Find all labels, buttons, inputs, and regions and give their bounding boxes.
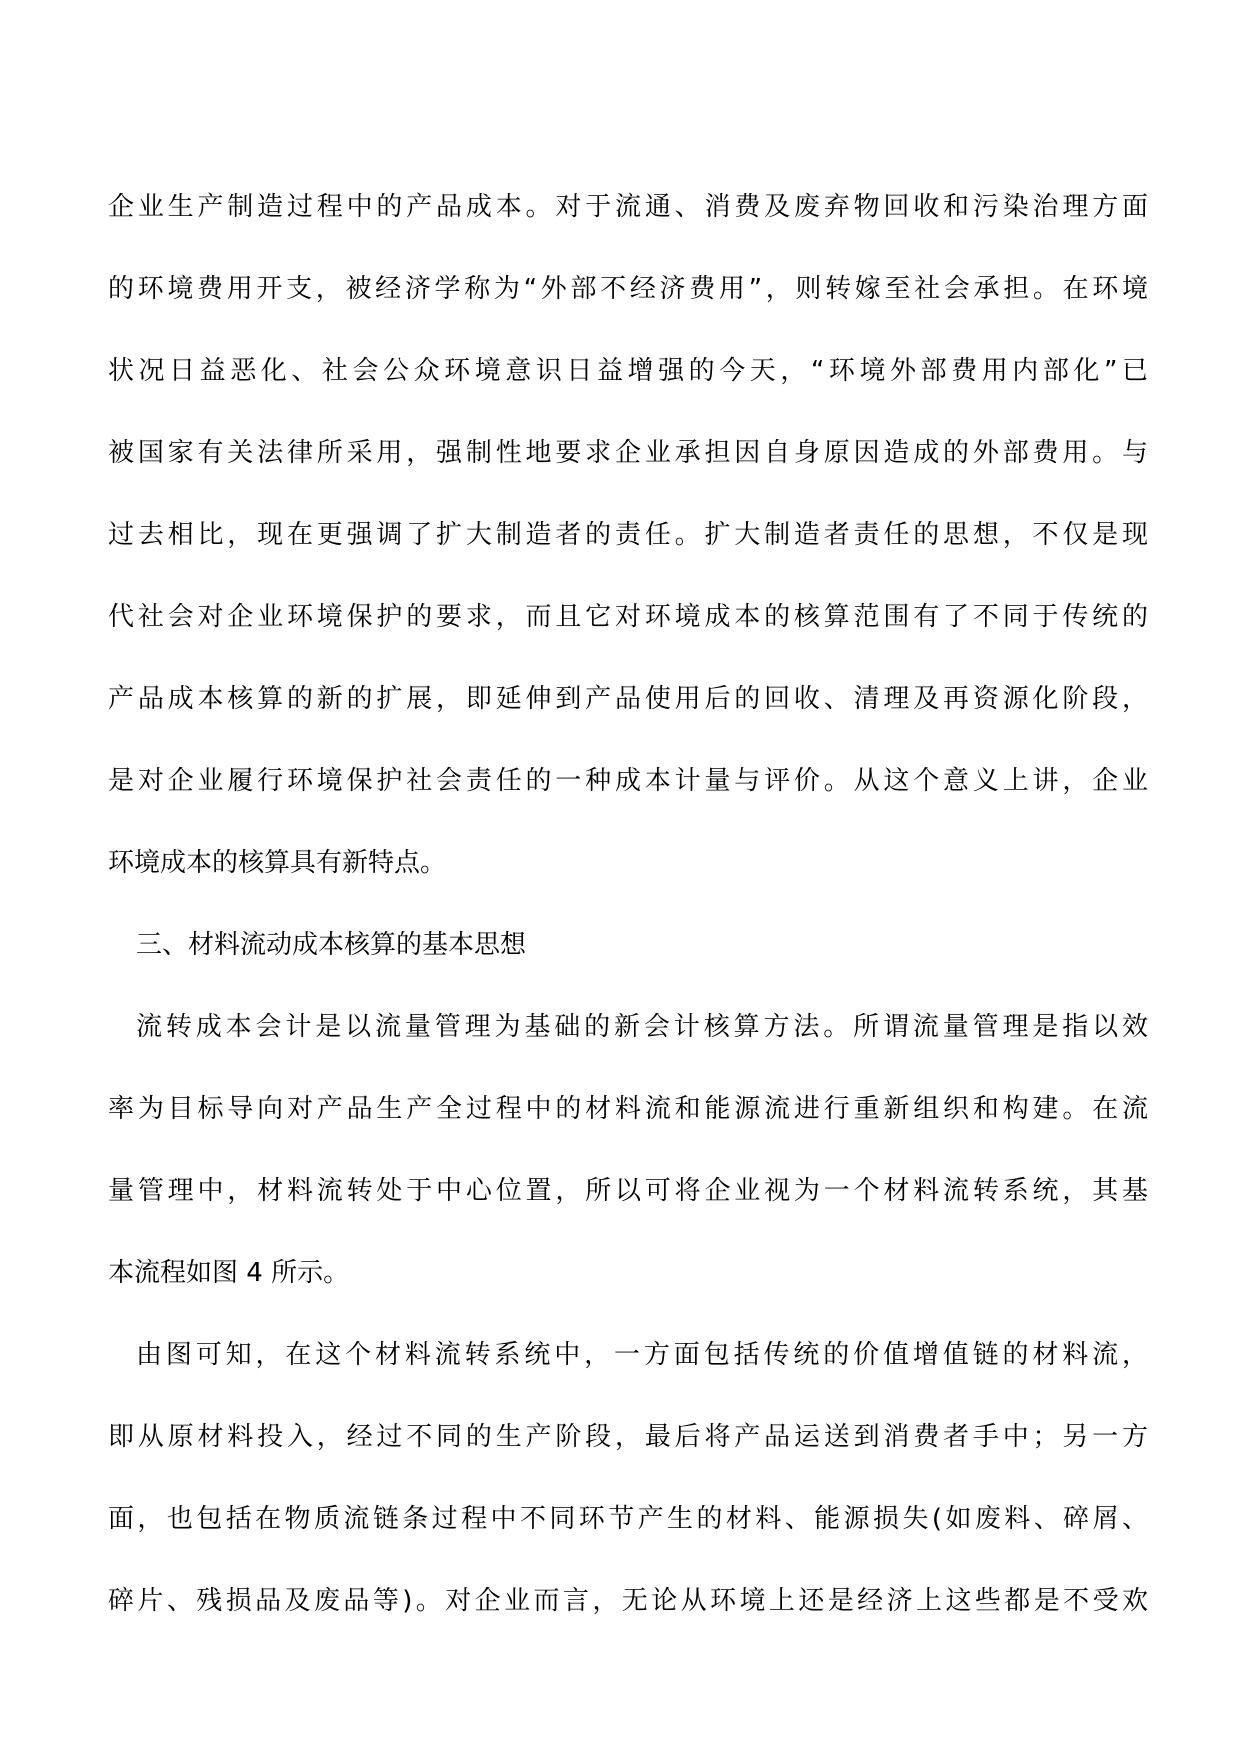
paragraph-line: 被国家有关法律所采用，强制性地要求企业承担因自身原因造成的外部费用。与 bbox=[108, 438, 1148, 468]
paragraph-line: 过去相比，现在更强调了扩大制造者的责任。扩大制造者责任的思想，不仅是现 bbox=[108, 520, 1148, 550]
paragraph-line: 本流程如图 4 所示。 bbox=[108, 1258, 350, 1288]
paragraph-line: 量管理中，材料流转处于中心位置，所以可将企业视为一个材料流转系统，其基 bbox=[108, 1176, 1148, 1206]
paragraph-line: 是对企业履行环境保护社会责任的一种成本计量与评价。从这个意义上讲，企业 bbox=[108, 766, 1148, 796]
paragraph-line: 产品成本核算的新的扩展，即延伸到产品使用后的回收、清理及再资源化阶段， bbox=[108, 684, 1148, 714]
section-heading: 三、材料流动成本核算的基本思想 bbox=[136, 930, 527, 960]
paragraph-line: 率为目标导向对产品生产全过程中的材料流和能源流进行重新组织和构建。在流 bbox=[108, 1094, 1148, 1124]
paragraph-line: 即从原材料投入，经过不同的生产阶段，最后将产品运送到消费者手中；另一方 bbox=[108, 1422, 1148, 1452]
paragraph-line: 企业生产制造过程中的产品成本。对于流通、消费及废弃物回收和污染治理方面 bbox=[108, 192, 1148, 222]
paragraph-line: 碎片、残损品及废品等)。对企业而言，无论从环境上还是经济上这些都是不受欢 bbox=[108, 1586, 1148, 1616]
document-body bbox=[108, 166, 1148, 1642]
paragraph-line: 由图可知，在这个材料流转系统中，一方面包括传统的价值增值链的材料流， bbox=[136, 1340, 1148, 1370]
paragraph-line: 环境成本的核算具有新特点。 bbox=[108, 848, 447, 878]
paragraph-line: 的环境费用开支，被经济学称为“外部不经济费用”，则转嫁至社会承担。在环境 bbox=[108, 274, 1148, 304]
paragraph-line: 状况日益恶化、社会公众环境意识日益增强的今天，“环境外部费用内部化”已 bbox=[108, 356, 1148, 386]
paragraph-line: 代社会对企业环境保护的要求，而且它对环境成本的核算范围有了不同于传统的 bbox=[108, 602, 1148, 632]
paragraph-line: 流转成本会计是以流量管理为基础的新会计核算方法。所谓流量管理是指以效 bbox=[136, 1012, 1148, 1042]
paragraph-line: 面，也包括在物质流链条过程中不同环节产生的材料、能源损失(如废料、碎屑、 bbox=[108, 1504, 1148, 1534]
